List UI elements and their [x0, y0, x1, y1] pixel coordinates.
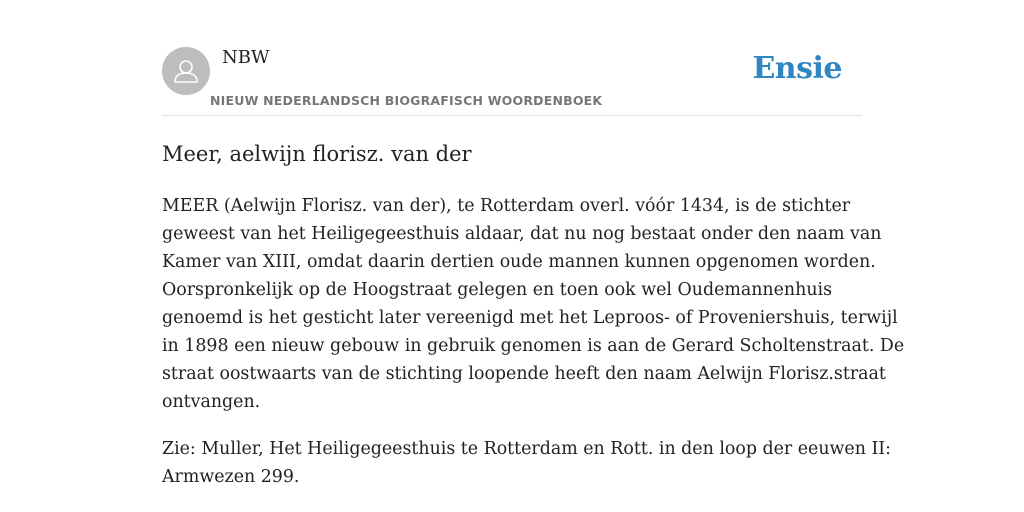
source-abbreviation[interactable]: NBW	[222, 47, 270, 68]
article-paragraph-1	[162, 192, 905, 416]
paragraph-line: Zie: Muller, Het Heiligegeesthuis te Rotterdam en Rott. in den loop der eeuwen II:	[162, 439, 892, 459]
paragraph-line: Oorspronkelijk op de Hoogstraat gelegen en toen ook wel Oudemannenhuis	[162, 280, 833, 300]
paragraph-line: MEER (Aelwijn Florisz. van der), te Rotterdam overl. vóór 1434, is de stichter	[162, 196, 851, 216]
paragraph-line: genoemd is het gesticht later vereenigd met het Leproos- of Proveniershuis, terwijl	[162, 308, 898, 328]
article-body	[162, 192, 905, 510]
article-title: Meer, aelwijn florisz. van der	[162, 142, 472, 166]
article-paragraph-2	[162, 435, 892, 491]
user-icon	[162, 47, 210, 95]
ensie-logo-link[interactable]: Ensie	[752, 51, 842, 86]
paragraph-line: in 1898 een nieuw gebouw in gebruik genomen is aan de Gerard Scholtenstraat. De	[162, 336, 905, 356]
paragraph-line: straat oostwaarts van de stichting loopende heeft den naam Aelwijn Florisz.straat	[162, 364, 886, 384]
source-header	[162, 44, 862, 116]
paragraph-line: Kamer van XIII, omdat daarin dertien oude mannen kunnen opgenomen worden.	[162, 252, 876, 272]
source-full-name: NIEUW NEDERLANDSCH BIOGRAFISCH WOORDENBOEK	[210, 93, 603, 108]
source-avatar[interactable]	[162, 47, 210, 95]
paragraph-line: geweest van het Heiligegeesthuis aldaar, dat nu nog bestaat onder den naam van	[162, 224, 882, 244]
paragraph-line: ontvangen.	[162, 392, 261, 412]
paragraph-line: Armwezen 299.	[162, 467, 300, 487]
